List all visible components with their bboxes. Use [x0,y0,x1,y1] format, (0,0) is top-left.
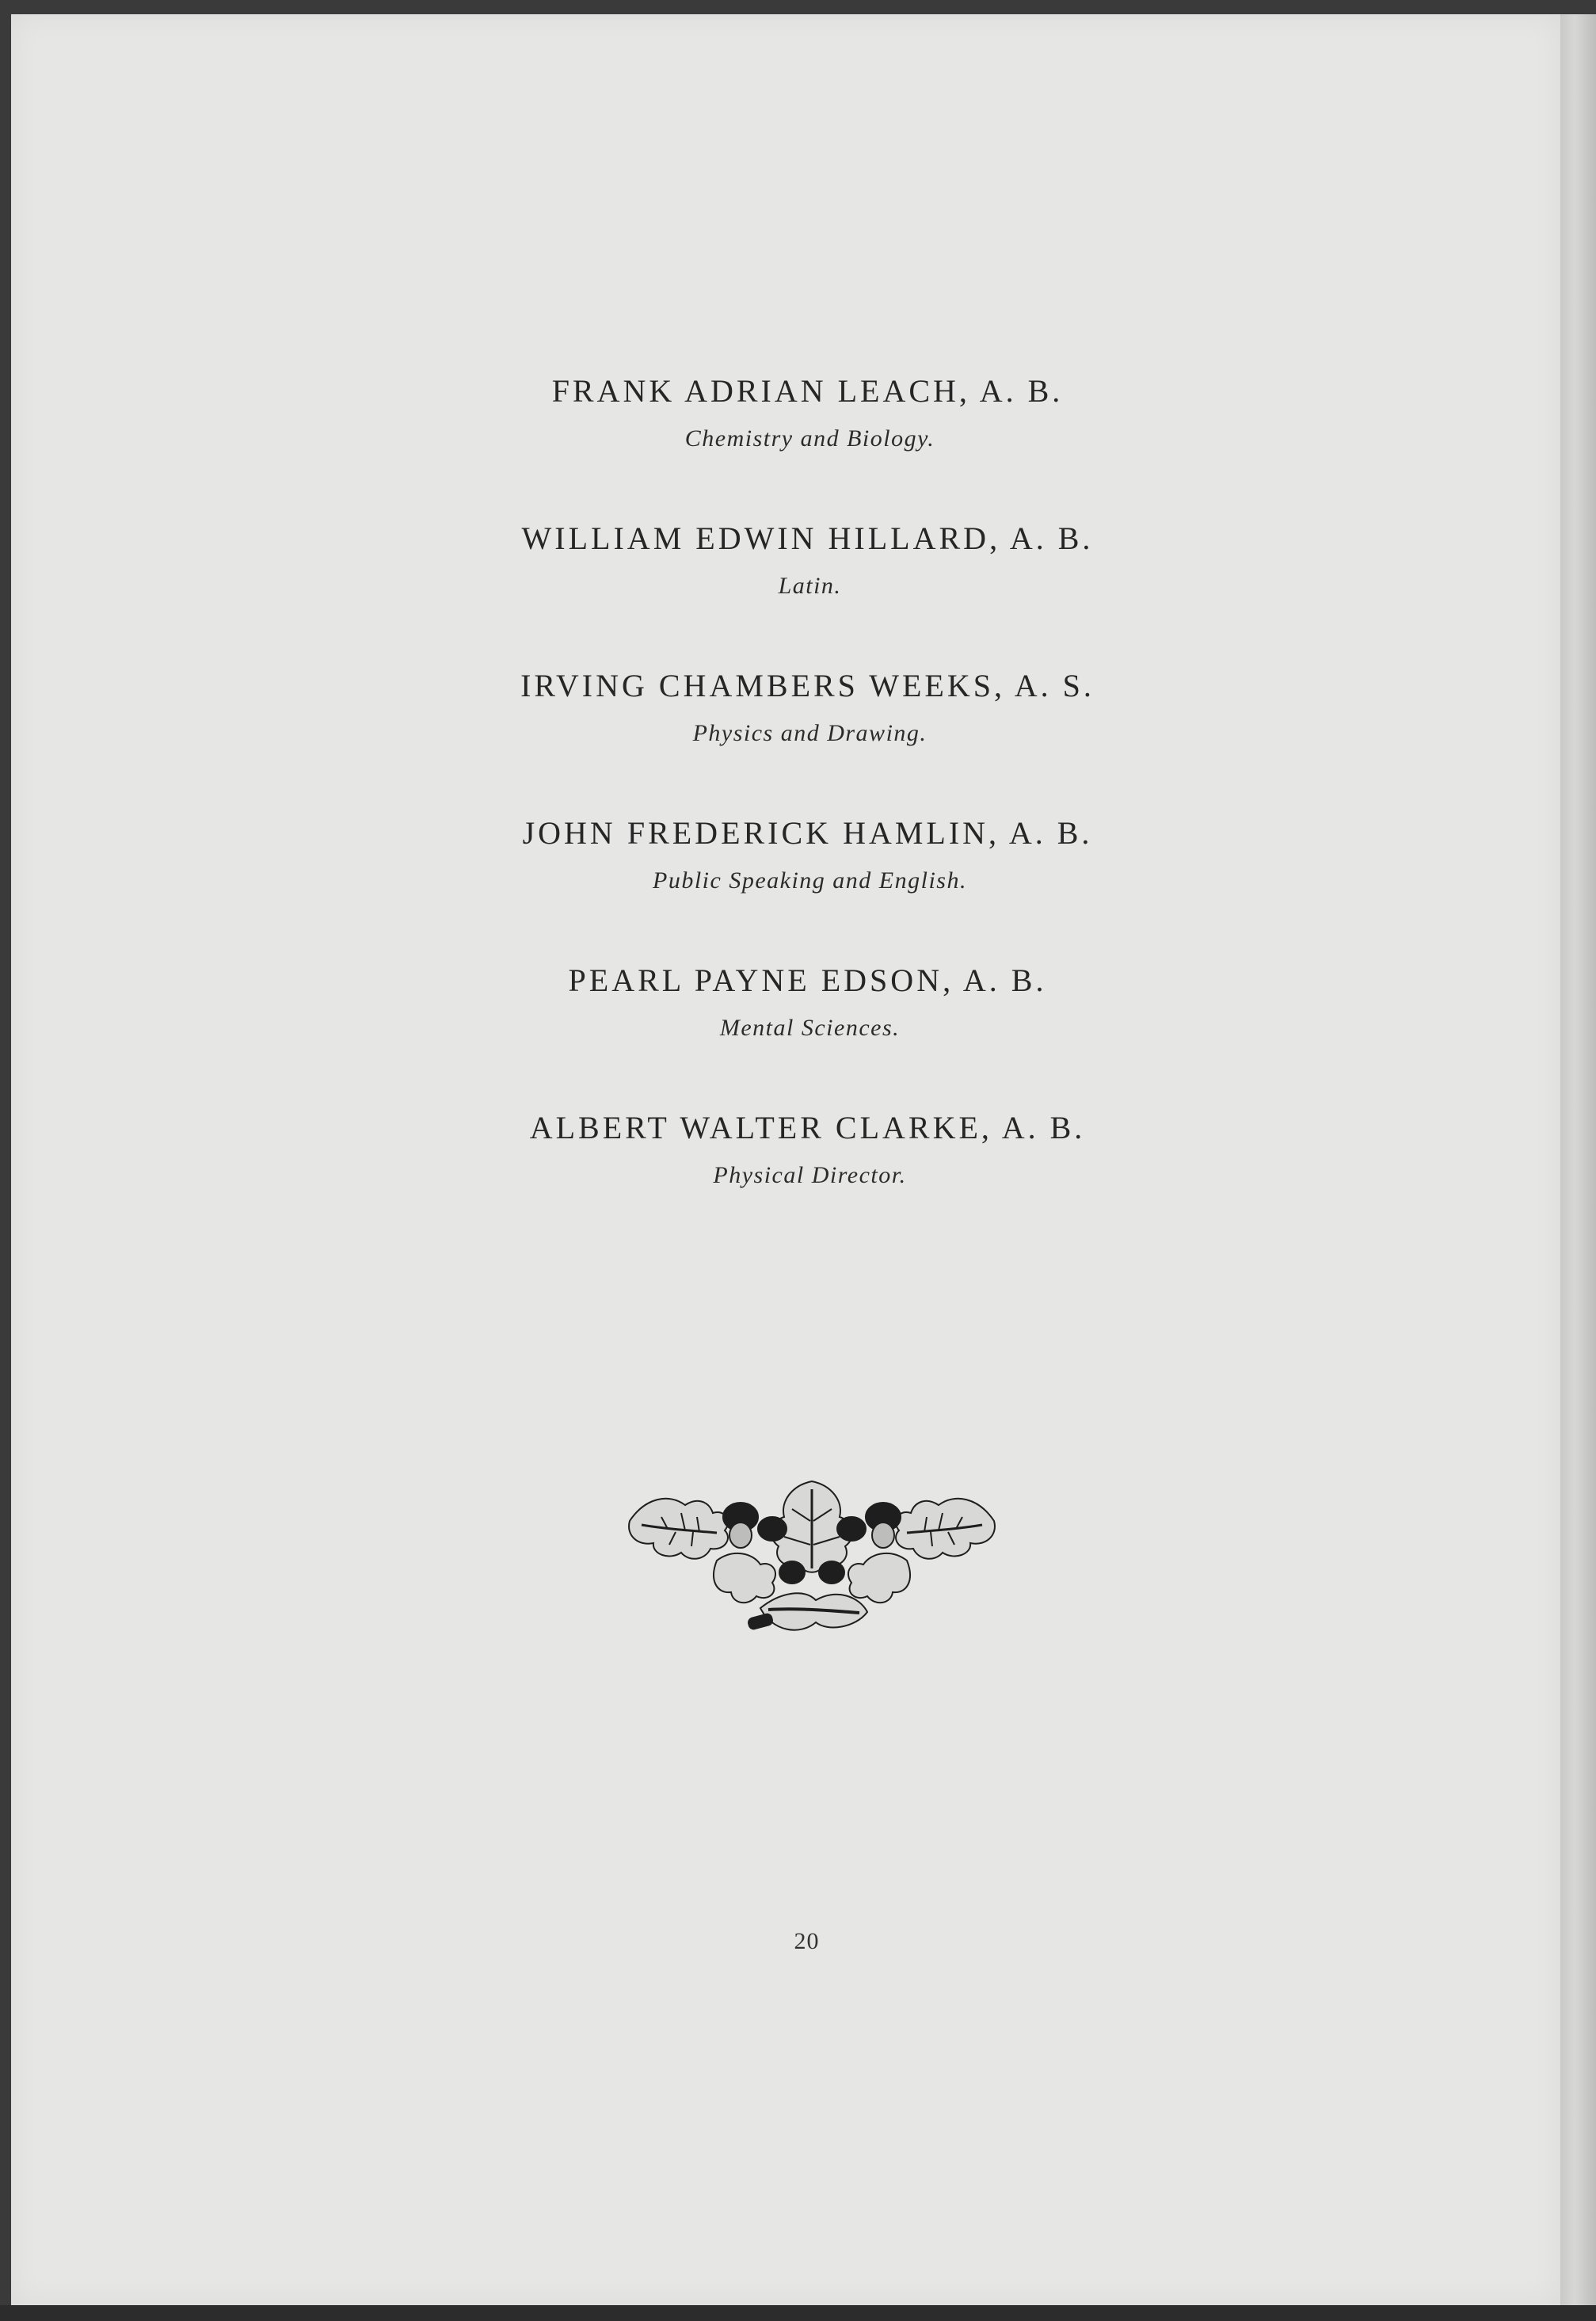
faculty-name: PEARL PAYNE EDSON, A. B. [568,962,1047,998]
faculty-entry [0,667,1596,749]
scan-border [0,2305,1596,2321]
faculty-department: Physics and Drawing. [692,720,928,746]
faculty-name: IRVING CHAMBERS WEEKS, A. S. [520,668,1095,703]
faculty-department: Latin. [778,573,842,599]
faculty-name: JOHN FREDERICK HAMLIN, A. B. [522,815,1093,851]
faculty-entry [0,962,1596,1044]
faculty-name: WILLIAM EDWIN HILLARD, A. B. [521,520,1094,556]
faculty-entry [0,1109,1596,1191]
faculty-name: FRANK ADRIAN LEACH, A. B. [551,373,1064,409]
faculty-department: Mental Sciences. [719,1015,901,1041]
page-number: 20 [794,1928,820,1954]
faculty-entry [0,372,1596,455]
faculty-entry [0,520,1596,602]
faculty-entry [0,814,1596,897]
faculty-name: ALBERT WALTER CLARKE, A. B. [529,1110,1086,1145]
faculty-department: Physical Director. [713,1162,907,1188]
faculty-department: Public Speaking and English. [653,867,967,894]
faculty-department: Chemistry and Biology. [684,425,935,452]
oak-leaf-acorn-ornament-icon [622,1473,1002,1640]
